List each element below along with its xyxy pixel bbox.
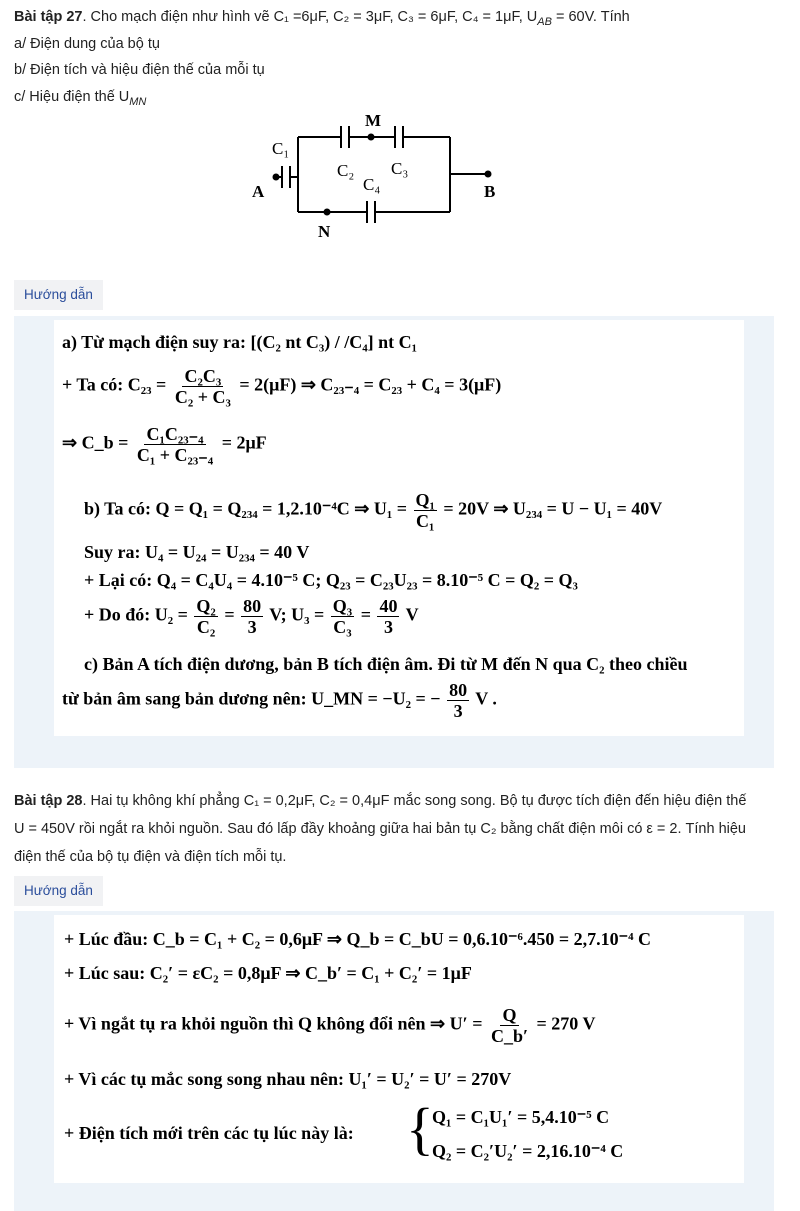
solution-panel-28 bbox=[14, 911, 774, 1211]
sol27-u2-eq: = bbox=[224, 604, 235, 625]
sol27-line-a: a) Từ mạch điện suy ra: [(C₂ nt C₃) / /C₄] nt C₁ bbox=[62, 332, 418, 352]
ex27-umn-sub: MN bbox=[129, 95, 147, 108]
sol27-u1-den: C₁ bbox=[416, 511, 435, 531]
label-a: A bbox=[252, 182, 265, 201]
sol28-line-charges: + Điện tích mới trên các tụ lúc này là: bbox=[64, 1123, 354, 1143]
sol27-u3-den2: 3 bbox=[383, 617, 393, 637]
sol27-cb-result: = 2μF bbox=[221, 432, 267, 453]
label-m: M bbox=[365, 111, 382, 130]
sol28-line-parallel: + Vì các tụ mắc song song nhau nên: U₁′ = U₂′ = U′ = 270V bbox=[64, 1069, 512, 1089]
sol28-charge-q1: Q₁ = C₁U₁′ = 5,4.10⁻⁵ C bbox=[432, 1107, 610, 1127]
sol27-cb-fraction bbox=[135, 424, 215, 465]
sol27-umn-fraction bbox=[447, 680, 469, 721]
sol27-umn-unit: V . bbox=[475, 688, 497, 709]
ex27-uab-sub: AB bbox=[537, 15, 552, 28]
sol27-c23-num: C₂C₃ bbox=[184, 366, 222, 386]
node-a-dot bbox=[273, 174, 280, 181]
solution-image-27 bbox=[54, 320, 744, 736]
sol27-u1-num: Q₁ bbox=[415, 490, 435, 510]
sol27-u3-frac1 bbox=[331, 596, 354, 637]
ex27-statement-text: . Cho mạch điện như hình vẽ C₁ =6μF, C₂ = 3μF, C₃ = 6μF, C₄ = 1μF, U bbox=[82, 9, 538, 25]
solution-panel-27 bbox=[14, 316, 774, 768]
sol28-voltage-num: Q bbox=[502, 1005, 517, 1025]
sol27-u3-num2: 40 bbox=[379, 596, 398, 616]
ex27-title: Bài tập 27 bbox=[14, 9, 83, 25]
sol27-u2-den1: C₂ bbox=[196, 617, 216, 637]
ex27-question-b: b/ Điện tích và hiệu điện thế của mỗi tụ bbox=[14, 62, 265, 78]
ex27-question-a: a/ Điện dung của bộ tụ bbox=[14, 36, 160, 52]
sol27-u3-eq: = bbox=[360, 604, 371, 625]
label-b: B bbox=[484, 182, 496, 201]
sol27-cb-den: C₁ + C₂₃₋₄ bbox=[136, 445, 214, 465]
sol27-u3-num1: Q₃ bbox=[332, 596, 353, 616]
ex28-statement-line3: điện thế của bộ tụ điện và điện tích mỗi tụ. bbox=[14, 849, 287, 865]
sol27-u2-num2: 80 bbox=[243, 596, 262, 616]
node-b-dot bbox=[485, 171, 492, 178]
label-c2: C₂ bbox=[337, 161, 355, 180]
sol27-u2-frac2 bbox=[241, 596, 263, 637]
sol28-voltage-result: = 270 V bbox=[536, 1013, 596, 1034]
solution-image-28 bbox=[54, 915, 744, 1183]
sol28-line-voltage bbox=[64, 1005, 595, 1046]
sol27-b-result: = 20V ⇒ U₂₃₄ = U − U₁ = 40V bbox=[443, 498, 663, 519]
label-c4: C₄ bbox=[363, 175, 381, 194]
sol27-line-c: c) Bản A tích điện dương, bản B tích điện âm. Đi từ M đến N qua C₂ theo chiều bbox=[84, 654, 688, 674]
circuit-diagram bbox=[240, 104, 510, 239]
sol27-line-umn bbox=[62, 680, 497, 721]
sol27-line-u2u3 bbox=[84, 596, 419, 637]
sol27-u2-label: + Do đó: U₂ = bbox=[84, 604, 188, 625]
sol28-voltage-den: C_b′ bbox=[490, 1026, 529, 1046]
ex28-line1-text: . Hai tụ không khí phẳng C₁ = 0,2μF, C₂ = 0,4μF mắc song song. Bộ tụ được tích điện đến hiệu điện thế bbox=[82, 793, 747, 809]
sol27-c23-result: = 2(μF) ⇒ C₂₃₋₄ = C₂₃ + C₄ = 3(μF) bbox=[239, 374, 502, 395]
ex28-statement-line1 bbox=[14, 788, 746, 814]
ex28-statement-line2: U = 450V rồi ngắt ra khỏi nguồn. Sau đó lấp đầy khoảng giữa hai bản tụ C₂ bằng chất điện môi có ε = 2. Tính hiệu bbox=[14, 821, 746, 837]
sol28-voltage-text: + Vì ngắt tụ ra khỏi nguồn thì Q không đổi nên ⇒ U′ = bbox=[64, 1013, 483, 1034]
sol28-charge-q2: Q₂ = C₂′U₂′ = 2,16.10⁻⁴ C bbox=[432, 1141, 624, 1161]
node-n-dot bbox=[324, 209, 331, 216]
sol27-c23-label: + Ta có: C₂₃ = bbox=[62, 374, 167, 395]
sol27-cb-label: ⇒ C_b = bbox=[62, 432, 129, 453]
sol27-c23-den: C₂ + C₃ bbox=[174, 387, 231, 407]
sol28-brace: { bbox=[406, 1096, 434, 1161]
ex28-title: Bài tập 28 bbox=[14, 793, 83, 809]
label-c1: C₁ bbox=[272, 139, 290, 158]
sol27-u2-num1: Q₂ bbox=[196, 596, 216, 616]
ex27-question-c-text: c/ Hiệu điện thế U bbox=[14, 89, 130, 105]
sol27-line-c23 bbox=[62, 366, 501, 407]
sol27-u3-frac2 bbox=[377, 596, 399, 637]
sol27-u3-den1: C₃ bbox=[333, 617, 352, 637]
label-n: N bbox=[318, 222, 331, 239]
sol28-voltage-fraction bbox=[489, 1005, 530, 1046]
sol27-u2-den2: 3 bbox=[247, 617, 257, 637]
sol27-umn-text: từ bản âm sang bản dương nên: U_MN = −U₂ = − bbox=[62, 688, 441, 709]
sol27-line-u4: Suy ra: U₄ = U₂₄ = U₂₃₄ = 40 V bbox=[84, 542, 310, 562]
sol27-c23-fraction bbox=[173, 366, 233, 407]
guide-button-27[interactable]: Hướng dẫn bbox=[14, 280, 103, 310]
label-c3: C₃ bbox=[391, 159, 409, 178]
sol27-u2-frac1 bbox=[194, 596, 217, 637]
sol27-line-q4: + Lại có: Q₄ = C₄U₄ = 4.10⁻⁵ C; Q₂₃ = C₂₃U₂₃ = 8.10⁻⁵ C = Q₂ = Q₃ bbox=[84, 570, 578, 590]
sol27-u3-unit: V bbox=[405, 604, 419, 625]
sol27-umn-num: 80 bbox=[449, 680, 468, 700]
sol28-line-after: + Lúc sau: C₂′ = εC₂ = 0,8μF ⇒ C_b′ = C₁ + C₂′ = 1μF bbox=[64, 963, 472, 983]
sol27-u3-label: V; U₃ = bbox=[269, 604, 325, 625]
sol27-u1-fraction bbox=[414, 490, 437, 531]
node-m-dot bbox=[368, 134, 375, 141]
sol27-umn-den: 3 bbox=[453, 701, 463, 721]
sol27-line-b bbox=[84, 490, 662, 531]
sol27-line-cb bbox=[62, 424, 267, 465]
sol28-line-initial: + Lúc đầu: C_b = C₁ + C₂ = 0,6μF ⇒ Q_b = C_bU = 0,6.10⁻⁶.450 = 2,7.10⁻⁴ C bbox=[64, 929, 652, 949]
sol27-b-text: b) Ta có: Q = Q₁ = Q₂₃₄ = 1,2.10⁻⁴C ⇒ U₁ = bbox=[84, 498, 408, 519]
ex27-statement-end: = 60V. Tính bbox=[551, 9, 630, 25]
ex27-question-c bbox=[14, 84, 146, 115]
sol27-cb-num: C₁C₂₃₋₄ bbox=[146, 424, 204, 444]
guide-button-28[interactable]: Hướng dẫn bbox=[14, 876, 103, 906]
